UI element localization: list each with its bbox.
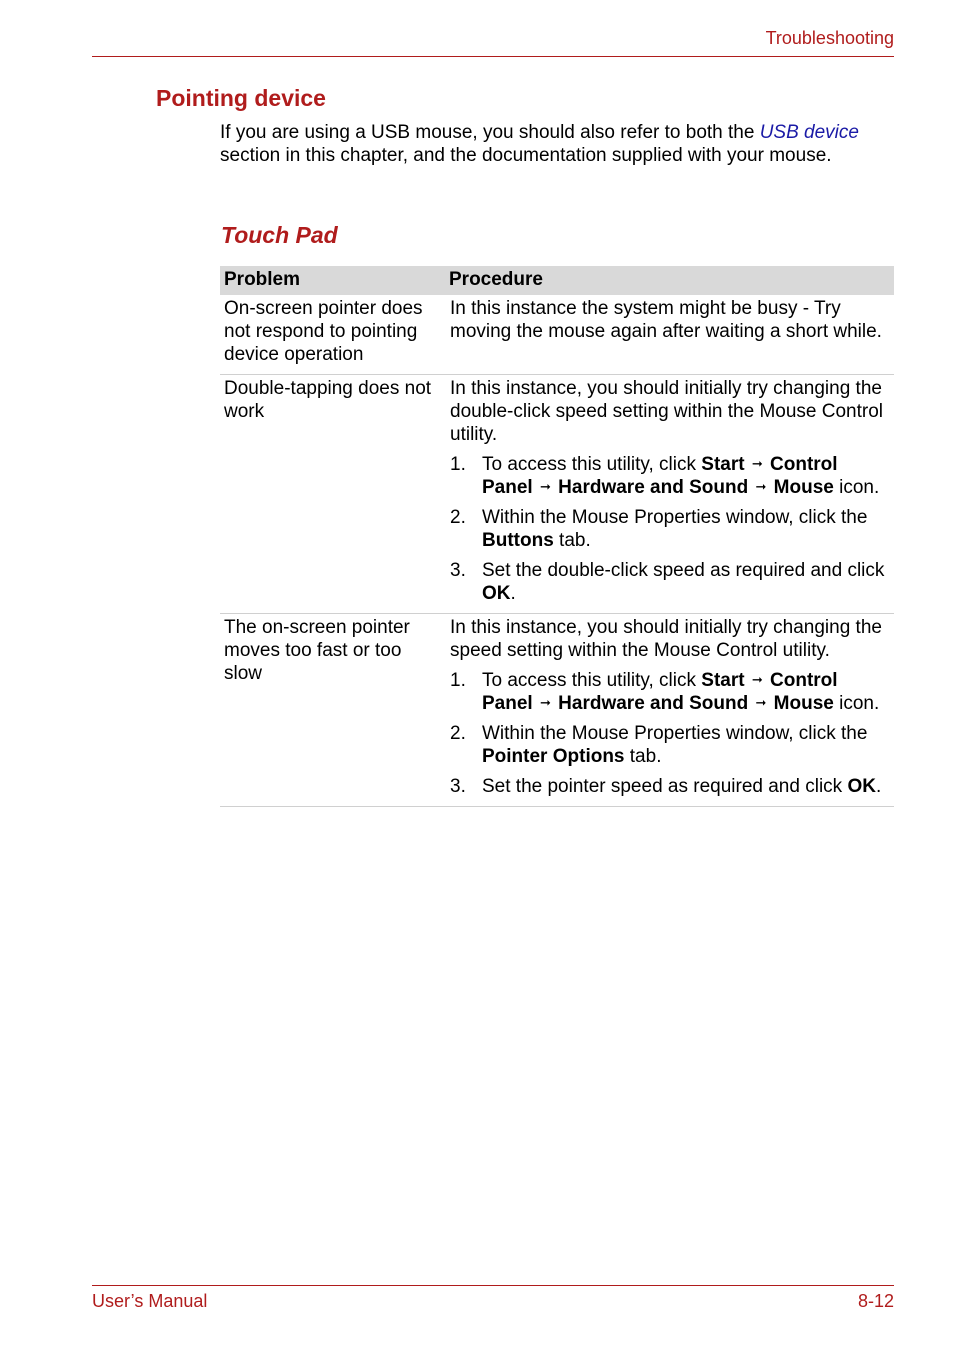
table-row bbox=[220, 375, 894, 614]
intro-paragraph bbox=[220, 121, 880, 167]
step-bold: Buttons bbox=[482, 530, 554, 551]
procedure-text: In this instance the system might be busy - Try moving the mouse again after waiting a short while. bbox=[450, 298, 882, 342]
footer-page-number: 8-12 bbox=[857, 1291, 894, 1311]
problem-cell: The on-screen pointer moves too fast or too slow bbox=[220, 614, 445, 807]
procedure-cell bbox=[445, 375, 894, 614]
procedure-steps bbox=[450, 453, 892, 605]
step-text: Set the pointer speed as required and click bbox=[482, 776, 848, 797]
step-number: 2. bbox=[450, 507, 466, 528]
arrow-right-icon: ➞ bbox=[751, 673, 763, 688]
step-item bbox=[450, 722, 892, 768]
column-header-procedure: Procedure bbox=[445, 266, 894, 295]
problem-cell: On-screen pointer does not respond to pointing device operation bbox=[220, 295, 445, 375]
section-heading: Pointing device bbox=[156, 85, 326, 111]
menu-hardware-and-sound: Hardware and Sound bbox=[558, 693, 749, 714]
arrow-right-icon: ➞ bbox=[751, 457, 763, 472]
troubleshooting-table bbox=[220, 266, 894, 807]
step-item bbox=[450, 453, 892, 499]
step-item bbox=[450, 506, 892, 552]
menu-start: Start bbox=[701, 670, 745, 691]
table-row bbox=[220, 295, 894, 375]
arrow-right-icon: ➞ bbox=[755, 480, 767, 495]
step-text: Set the double-click speed as required and click bbox=[482, 560, 885, 581]
step-number: 3. bbox=[450, 560, 466, 581]
step-tail: icon. bbox=[833, 477, 880, 498]
menu-hardware-and-sound: Hardware and Sound bbox=[558, 477, 749, 498]
step-tail: icon. bbox=[833, 693, 880, 714]
menu-mouse: Mouse bbox=[773, 477, 834, 498]
procedure-text: In this instance, you should initially try changing the double-click speed setting within the Mouse Control utility. bbox=[450, 378, 884, 445]
table-row bbox=[220, 614, 894, 807]
intro-text-before: If you are using a USB mouse, you should also refer to both the bbox=[220, 122, 760, 143]
header-rule bbox=[92, 56, 894, 57]
step-bold: OK bbox=[847, 776, 876, 797]
arrow-right-icon: ➞ bbox=[755, 696, 767, 711]
footer-manual-title: User’s Manual bbox=[92, 1291, 208, 1311]
subsection-heading: Touch Pad bbox=[221, 222, 338, 248]
step-number: 3. bbox=[450, 776, 466, 797]
step-bold: OK bbox=[482, 583, 511, 604]
table-header-row bbox=[220, 266, 894, 295]
step-text: To access this utility, click bbox=[482, 454, 702, 475]
step-number: 2. bbox=[450, 723, 466, 744]
step-number: 1. bbox=[450, 454, 466, 475]
arrow-right-icon: ➞ bbox=[539, 480, 551, 495]
step-item bbox=[450, 559, 892, 605]
column-header-problem: Problem bbox=[220, 266, 445, 295]
step-item bbox=[450, 669, 892, 715]
step-bold: Pointer Options bbox=[482, 746, 625, 767]
menu-mouse: Mouse bbox=[773, 693, 834, 714]
procedure-steps bbox=[450, 669, 892, 798]
step-text: Within the Mouse Properties window, click the bbox=[482, 507, 868, 528]
step-tail: tab. bbox=[624, 746, 662, 767]
step-text: To access this utility, click bbox=[482, 670, 702, 691]
procedure-cell bbox=[445, 295, 894, 375]
intro-text-after: section in this chapter, and the documentation supplied with your mouse. bbox=[220, 145, 832, 166]
usb-device-link[interactable]: USB device bbox=[759, 122, 859, 143]
running-header-section: Troubleshooting bbox=[765, 28, 894, 48]
menu-start: Start bbox=[701, 454, 745, 475]
step-number: 1. bbox=[450, 670, 466, 691]
step-tail: tab. bbox=[553, 530, 591, 551]
menu-control-panel: Control Panel bbox=[482, 454, 838, 498]
step-item bbox=[450, 775, 892, 798]
step-text: Within the Mouse Properties window, click the bbox=[482, 723, 868, 744]
procedure-cell bbox=[445, 614, 894, 807]
problem-cell: Double-tapping does not work bbox=[220, 375, 445, 614]
footer-rule bbox=[92, 1285, 894, 1286]
procedure-text: In this instance, you should initially try changing the speed setting within the Mouse Control utility. bbox=[450, 617, 882, 661]
menu-control-panel: Control Panel bbox=[482, 670, 838, 714]
arrow-right-icon: ➞ bbox=[539, 696, 551, 711]
step-tail: . bbox=[510, 583, 516, 604]
step-tail: . bbox=[875, 776, 882, 797]
